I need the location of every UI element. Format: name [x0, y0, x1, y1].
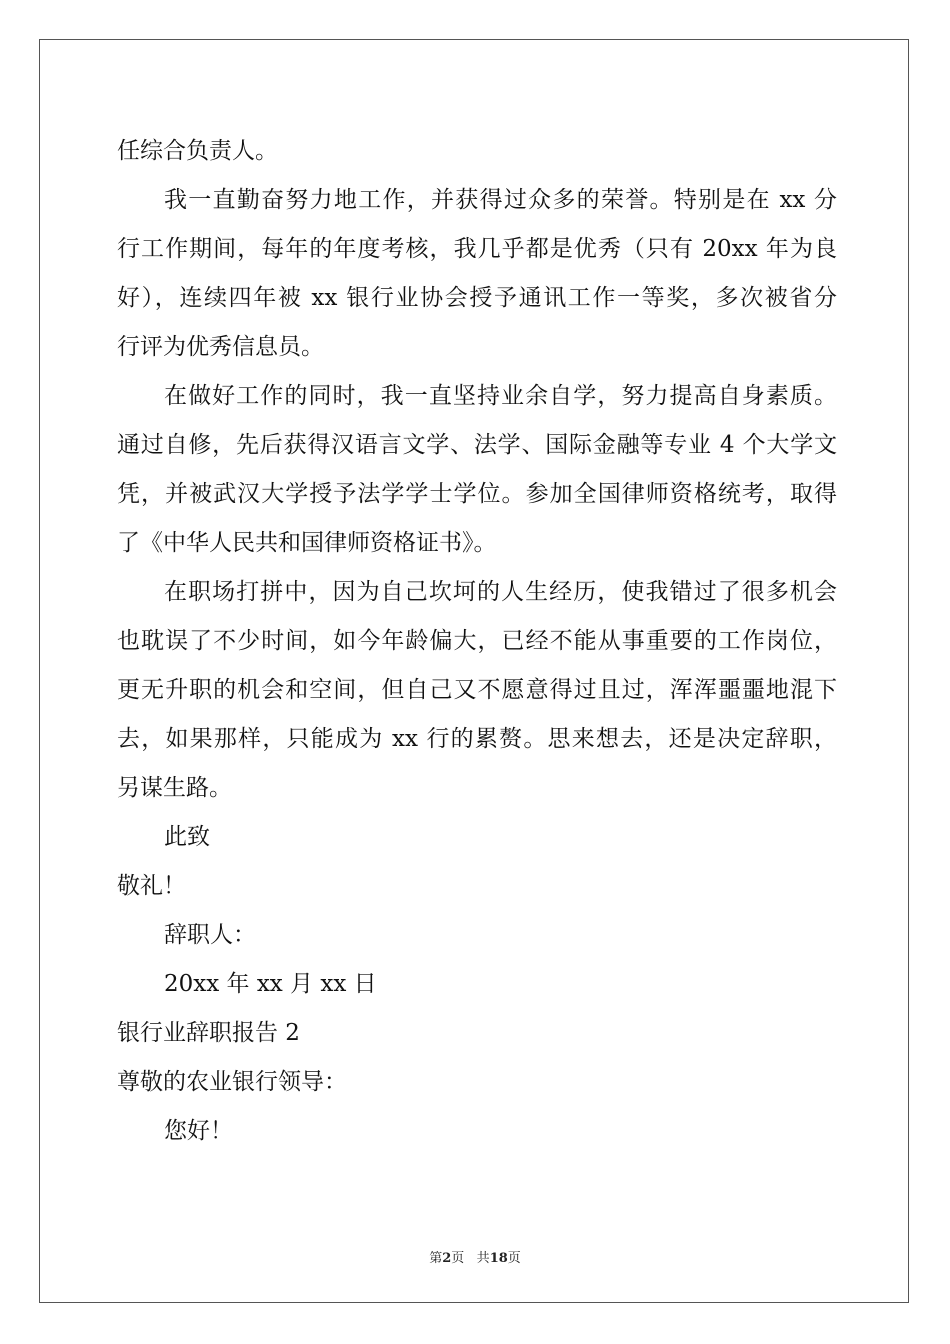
text-line: 任综合负责人。 [117, 138, 278, 164]
document-body [117, 127, 837, 1156]
text-line: 了《中华人民共和国律师资格证书》。 [117, 530, 497, 556]
text-line: 行评为优秀信息员。 [117, 334, 324, 360]
text-line: 行工作期间，每年的年度考核，我几乎都是优秀（只有 20xx 年为良 [117, 236, 837, 262]
text-line: 我一直勤奋努力地工作，并获得过众多的荣誉。特别是在 xx 分 [164, 187, 837, 213]
text-line: 您好！ [164, 1118, 233, 1144]
text-line: 银行业辞职报告 2 [117, 1020, 300, 1046]
text-line: 也耽误了不少时间，如今年龄偏大，已经不能从事重要的工作岗位， [117, 628, 837, 654]
text-line: 凭，并被武汉大学授予法学学士学位。参加全国律师资格统考，取得 [117, 481, 837, 507]
footer-total-suffix: 页 [507, 1251, 521, 1266]
footer-page-number: 2 [442, 1251, 452, 1266]
page-footer [0, 1247, 950, 1266]
text-line: 更无升职的机会和空间，但自己又不愿意得过且过，浑浑噩噩地混下 [117, 677, 837, 703]
text-line: 敬礼！ [117, 873, 186, 899]
text-line: 在做好工作的同时，我一直坚持业余自学，努力提高自身素质。 [164, 383, 837, 409]
text-line: 辞职人： [164, 922, 256, 948]
footer-page-suffix: 页 [451, 1251, 465, 1266]
text-line: 好），连续四年被 xx 银行业协会授予通讯工作一等奖，多次被省分 [117, 285, 837, 311]
text-line: 在职场打拼中，因为自己坎坷的人生经历，使我错过了很多机会 [164, 579, 837, 605]
text-line: 去，如果那样，只能成为 xx 行的累赘。思来想去，还是决定辞职， [117, 726, 837, 752]
text-line: 20xx 年 xx 月 xx 日 [164, 971, 377, 997]
footer-page-prefix: 第 [429, 1251, 443, 1266]
footer-total-pages: 18 [489, 1251, 508, 1266]
text-line: 此致 [164, 824, 210, 850]
footer-total-prefix: 共 [476, 1251, 490, 1266]
text-line: 另谋生路。 [117, 775, 232, 801]
text-line: 通过自修，先后获得汉语言文学、法学、国际金融等专业 4 个大学文 [117, 432, 837, 458]
text-line: 尊敬的农业银行领导： [117, 1069, 347, 1095]
